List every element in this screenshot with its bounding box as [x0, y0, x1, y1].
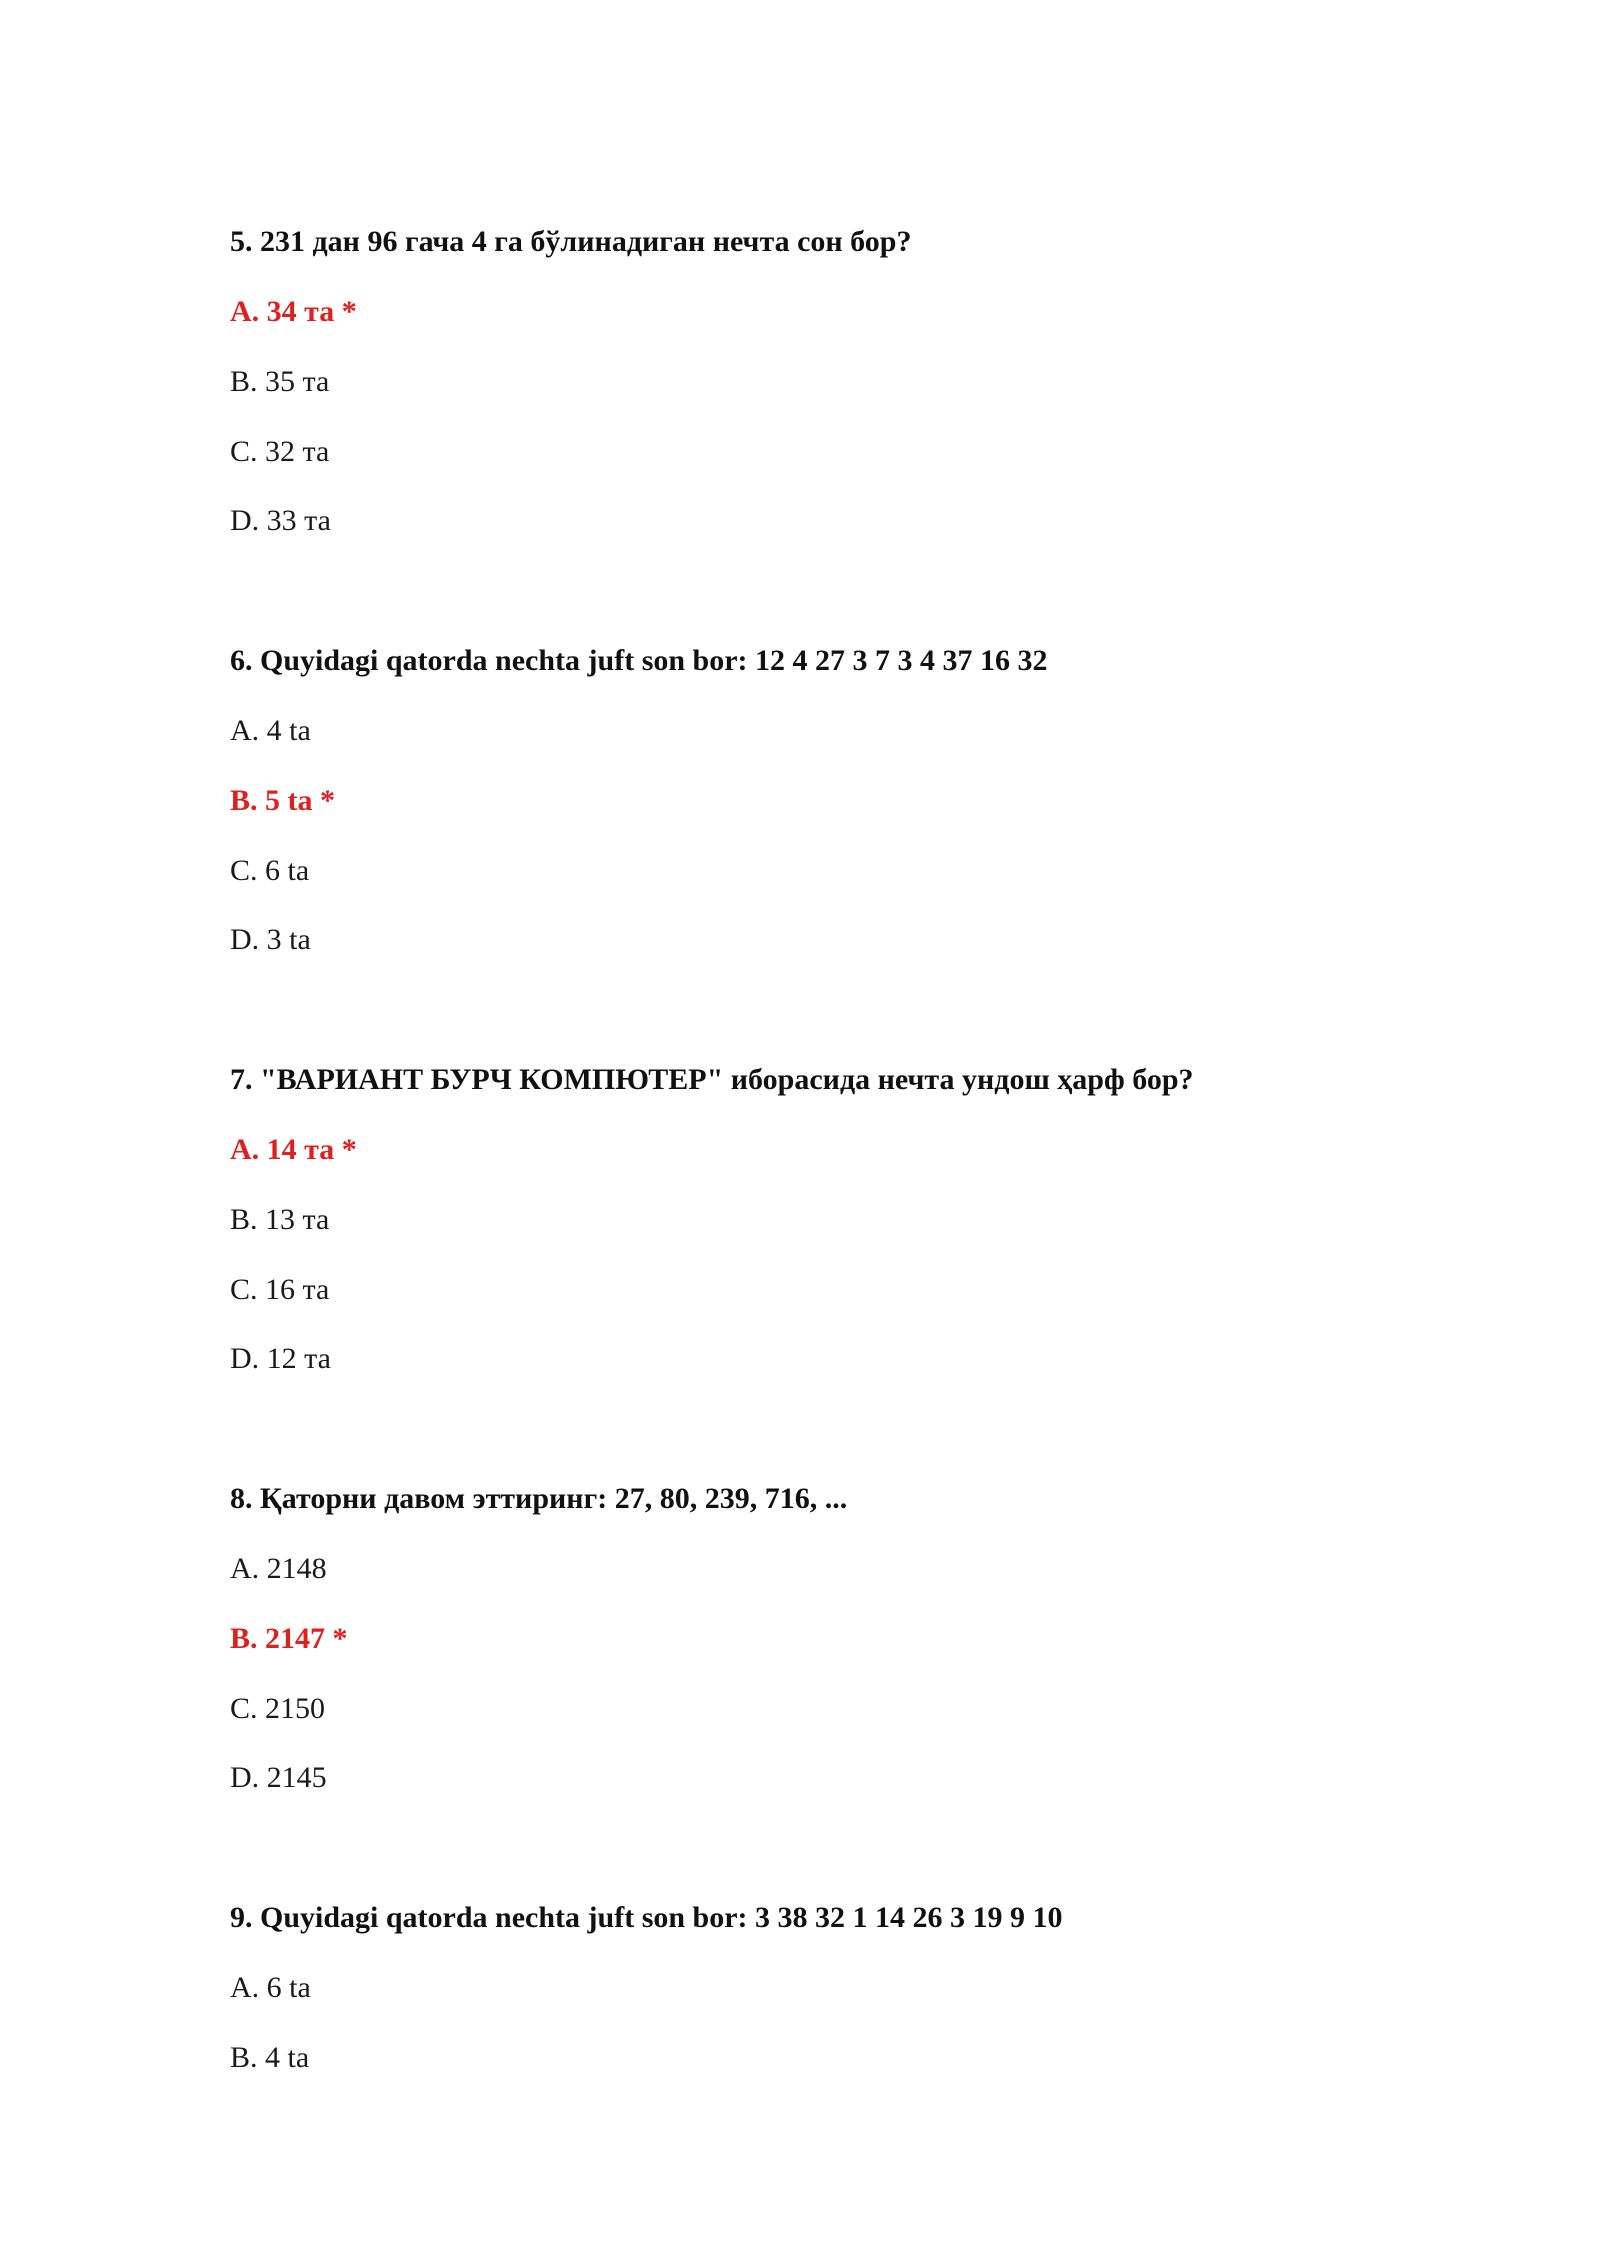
question-9: 9. Quyidagi qatorda nechta juft son bor: 3 38 32 1 14 26 3 19 9 10	[230, 1901, 1063, 1934]
q8-option-d: D. 2145	[230, 1761, 327, 1794]
q8-option-b: B. 2147 *	[230, 1622, 348, 1655]
q7-option-b: B. 13 та	[230, 1203, 330, 1236]
q8-option-a: A. 2148	[230, 1552, 327, 1585]
q6-option-a: A. 4 ta	[230, 714, 311, 747]
question-7: 7. "ВАРИАНТ БУРЧ КОМПЮТЕР" иборасида нечта ундош ҳарф бор?	[230, 1063, 1194, 1096]
q6-option-c: C. 6 ta	[230, 854, 310, 887]
question-8: 8. Қаторни давом эттиринг: 27, 80, 239, 716, ...	[230, 1482, 848, 1515]
q6-option-d: D. 3 ta	[230, 923, 311, 956]
q9-option-b: B. 4 ta	[230, 2041, 310, 2074]
q7-option-c: C. 16 та	[230, 1273, 330, 1306]
q5-option-b: B. 35 та	[230, 365, 330, 398]
q6-option-b: B. 5 ta *	[230, 784, 335, 817]
q5-option-c: C. 32 та	[230, 435, 330, 468]
q5-option-a: A. 34 та *	[230, 295, 357, 328]
question-6: 6. Quyidagi qatorda nechta juft son bor: 12 4 27 3 7 3 4 37 16 32	[230, 644, 1048, 677]
question-5: 5. 231 дан 96 гача 4 га бўлинадиган нечта сон бор?	[230, 225, 912, 258]
q9-option-a: A. 6 ta	[230, 1971, 311, 2004]
q7-option-d: D. 12 та	[230, 1342, 331, 1375]
q7-option-a: A. 14 та *	[230, 1133, 357, 1166]
q5-option-d: D. 33 та	[230, 504, 331, 537]
q8-option-c: C. 2150	[230, 1692, 326, 1725]
